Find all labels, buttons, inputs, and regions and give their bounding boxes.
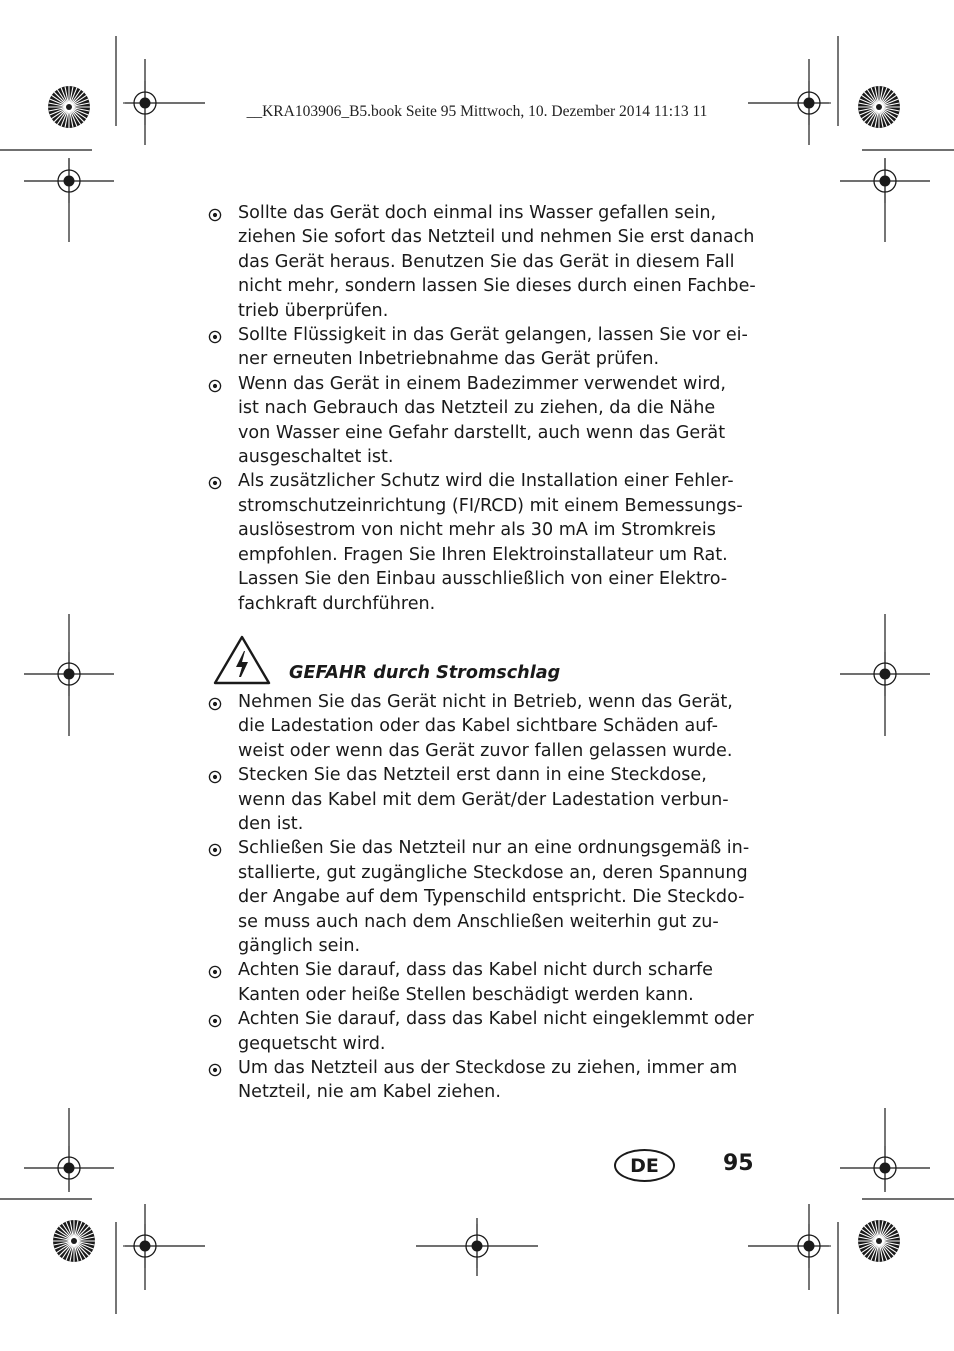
list-item-text: Um das Netzteil aus der Steckdose zu ziehen, immer am Netzteil, nie am Kabel ziehen. — [238, 1058, 738, 1103]
page-number: 95 — [723, 1151, 754, 1176]
bullet-icon — [208, 1013, 222, 1032]
list-item — [208, 763, 768, 836]
list-item-text: Nehmen Sie das Gerät nicht in Betrieb, wenn das Gerät, die Ladestation oder das Kabel sichtbare Schäden auf- weist oder wenn das Gerät zuvor fallen gelassen wurde. — [238, 691, 733, 761]
print-slug-header: __KRA103906_B5.book Seite 95 Mittwoch, 10. Dezember 2014 11:13 11 — [246, 103, 708, 120]
warning-heading — [208, 616, 768, 690]
list-item — [208, 372, 768, 470]
bullet-icon — [208, 329, 222, 348]
list-item-text: Achten Sie darauf, dass das Kabel nicht durch scharfe Kanten oder heiße Stellen beschädigt werden kann. — [238, 960, 714, 1005]
list-item — [208, 1056, 768, 1105]
bullet-icon — [208, 842, 222, 861]
bullet-icon — [208, 475, 222, 494]
list-item — [208, 690, 768, 763]
list-item-text: Als zusätzlicher Schutz wird die Installation einer Fehler- stromschutzeinrichtung (FI/RCD) mit einem Bemessungs- auslösestrom von nicht mehr als 30 mA im Stromkreis empfohlen. Fragen Sie Ihren Elektroinstallateur um Rat. Lassen Sie den Einbau ausschließlich von einer Elektro- fachkraft durchführen. — [238, 471, 743, 614]
list-item-text: Wenn das Gerät in einem Badezimmer verwendet wird, ist nach Gebrauch das Netzteil zu ziehen, da die Nähe von Wasser eine Gefahr darstellt, auch wenn das Gerät ausgeschaltet ist. — [238, 373, 726, 468]
list-item-text: Stecken Sie das Netzteil erst dann in eine Steckdose, wenn das Kabel mit dem Gerät/der Ladestation verbun- den ist. — [238, 765, 729, 834]
bullet-icon — [208, 964, 222, 983]
list-item — [208, 469, 768, 615]
bullet-icon — [208, 1062, 222, 1081]
list-item-text: Sollte das Gerät doch einmal ins Wasser gefallen sein, ziehen Sie sofort das Netzteil und nehmen Sie erst danach das Gerät heraus. Benutzen Sie das Gerät in diesem Fall nicht mehr, sondern lassen Sie dieses durch einen Fachbe- trieb überprüfen. — [238, 203, 756, 321]
list-item — [208, 201, 768, 323]
list-item-text: Schließen Sie das Netzteil nur an eine ordnungsgemäß in- stallierte, gut zugängliche Steckdose an, deren Spannung der Angabe auf dem Typenschild entspricht. Die Steckdo- se muss auch nach dem Anschließen weiterhin gut zu- gänglich sein. — [238, 838, 750, 956]
language-code: DE — [630, 1154, 659, 1177]
bullet-icon — [208, 769, 222, 788]
list-item-text: Achten Sie darauf, dass das Kabel nicht eingeklemmt oder gequetscht wird. — [238, 1009, 754, 1054]
list-item — [208, 1007, 768, 1056]
list-item-text: Sollte Flüssigkeit in das Gerät gelangen, lassen Sie vor ei- ner erneuten Inbetriebnahme das Gerät prüfen. — [238, 325, 748, 370]
electric-hazard-icon — [212, 634, 272, 690]
list-item — [208, 323, 768, 372]
list-item — [208, 958, 768, 1007]
bullet-icon — [208, 696, 222, 715]
safety-instructions-list — [208, 201, 768, 1105]
list-item — [208, 836, 768, 958]
bullet-icon — [208, 378, 222, 397]
warning-title: GEFAHR durch Stromschlag — [289, 662, 561, 683]
bullet-icon — [208, 207, 222, 226]
language-badge — [614, 1149, 675, 1182]
